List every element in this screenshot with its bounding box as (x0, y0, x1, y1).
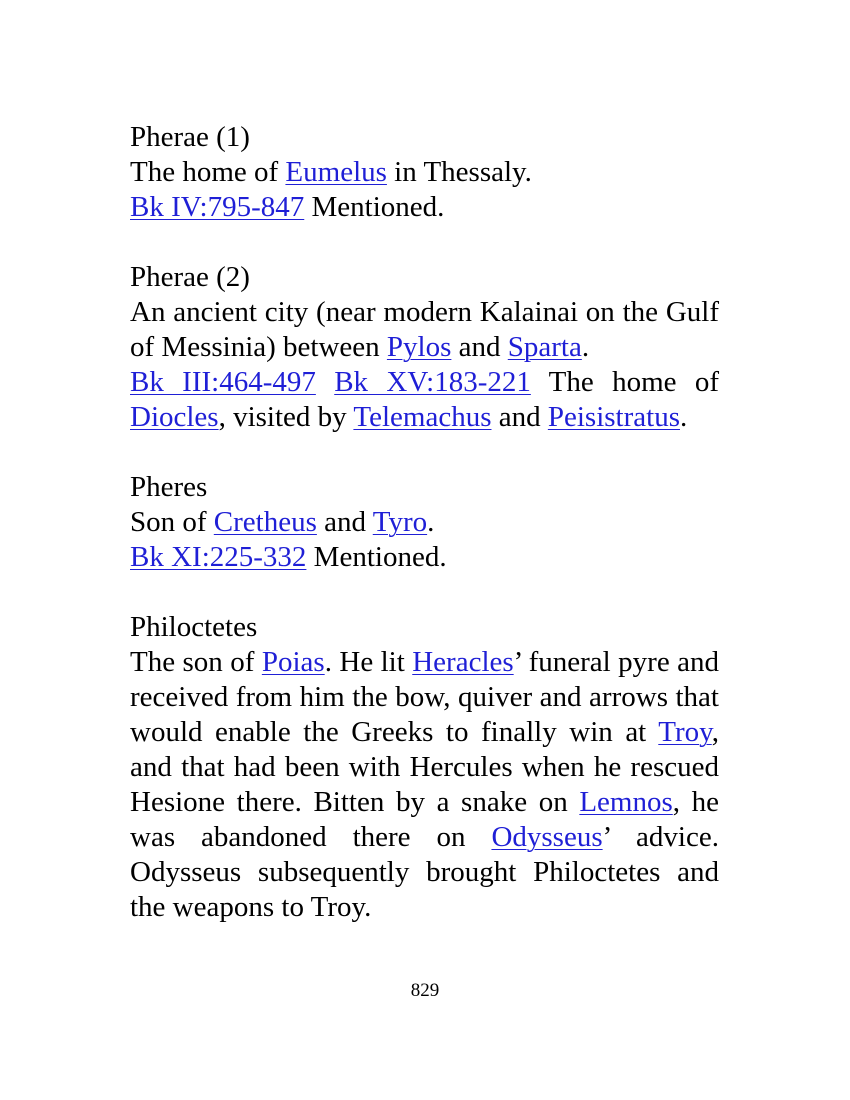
entry-description (130, 295, 719, 365)
entry-pherae-2 (130, 260, 719, 435)
link-book-reference[interactable]: Bk III:464-497 (130, 366, 316, 398)
entry-title: Pherae (1) (130, 121, 250, 153)
entry-description (130, 505, 719, 540)
entry-pherae-1 (130, 120, 719, 225)
text-run: , visited by (218, 401, 354, 433)
text-run (316, 366, 334, 398)
text-run: Mentioned. (304, 191, 445, 223)
entry-references (130, 365, 719, 435)
link-troy[interactable]: Troy (658, 716, 712, 748)
link-cretheus[interactable]: Cretheus (213, 506, 317, 538)
page-content (130, 120, 719, 960)
text-run: An ancient city (near modern Kalainai on the Gulf of Messinia) between (130, 296, 719, 363)
text-run: , and that had been with Hercules when he rescued Hesione there. Bitten by a snake on (130, 716, 719, 818)
link-heracles[interactable]: Heracles (412, 646, 514, 678)
entry-references (130, 540, 719, 575)
link-book-reference[interactable]: Bk IV:795-847 (130, 191, 305, 223)
text-run: . He lit (324, 646, 413, 678)
text-run: Son of (130, 506, 214, 538)
entry-pheres (130, 470, 719, 575)
link-lemnos[interactable]: Lemnos (579, 786, 673, 818)
text-run: The home of (130, 156, 286, 188)
entry-description (130, 645, 719, 925)
text-run: . (427, 506, 435, 538)
page-number: 829 (410, 980, 440, 1001)
entry-title: Pheres (130, 471, 208, 503)
link-sparta[interactable]: Sparta (507, 331, 582, 363)
link-peisistratus[interactable]: Peisistratus (547, 401, 680, 433)
entry-title: Pherae (2) (130, 261, 250, 293)
link-tyro[interactable]: Tyro (372, 506, 428, 538)
text-run: . (581, 331, 590, 363)
link-diocles[interactable]: Diocles (130, 401, 219, 433)
text-run: The home of (530, 366, 720, 398)
text-run: and (491, 401, 548, 433)
link-pylos[interactable]: Pylos (386, 331, 452, 363)
text-run: . (679, 401, 688, 433)
text-run: ’ advice. Odysseus subsequently brought Philoctetes and the weapons to Troy. (130, 821, 719, 923)
entry-description (130, 155, 719, 190)
link-eumelus[interactable]: Eumelus (285, 156, 387, 188)
entry-philoctetes (130, 610, 719, 925)
link-poias[interactable]: Poias (261, 646, 325, 678)
text-run: The son of (130, 646, 262, 678)
entry-references (130, 190, 719, 225)
link-odysseus[interactable]: Odysseus (491, 821, 603, 853)
link-telemachus[interactable]: Telemachus (353, 401, 492, 433)
entry-title: Philoctetes (130, 611, 258, 643)
text-run: in Thessaly. (386, 156, 532, 188)
text-run: Mentioned. (306, 541, 447, 573)
link-book-reference[interactable]: Bk XI:225-332 (130, 541, 307, 573)
text-run: ’ funeral pyre and received from him the bow, quiver and arrows that would enable the Greeks to finally win at (130, 646, 719, 748)
text-run: and (316, 506, 373, 538)
link-book-reference[interactable]: Bk XV:183-221 (334, 366, 531, 398)
text-run: , he was abandoned there on (130, 786, 720, 853)
text-run: and (451, 331, 508, 363)
